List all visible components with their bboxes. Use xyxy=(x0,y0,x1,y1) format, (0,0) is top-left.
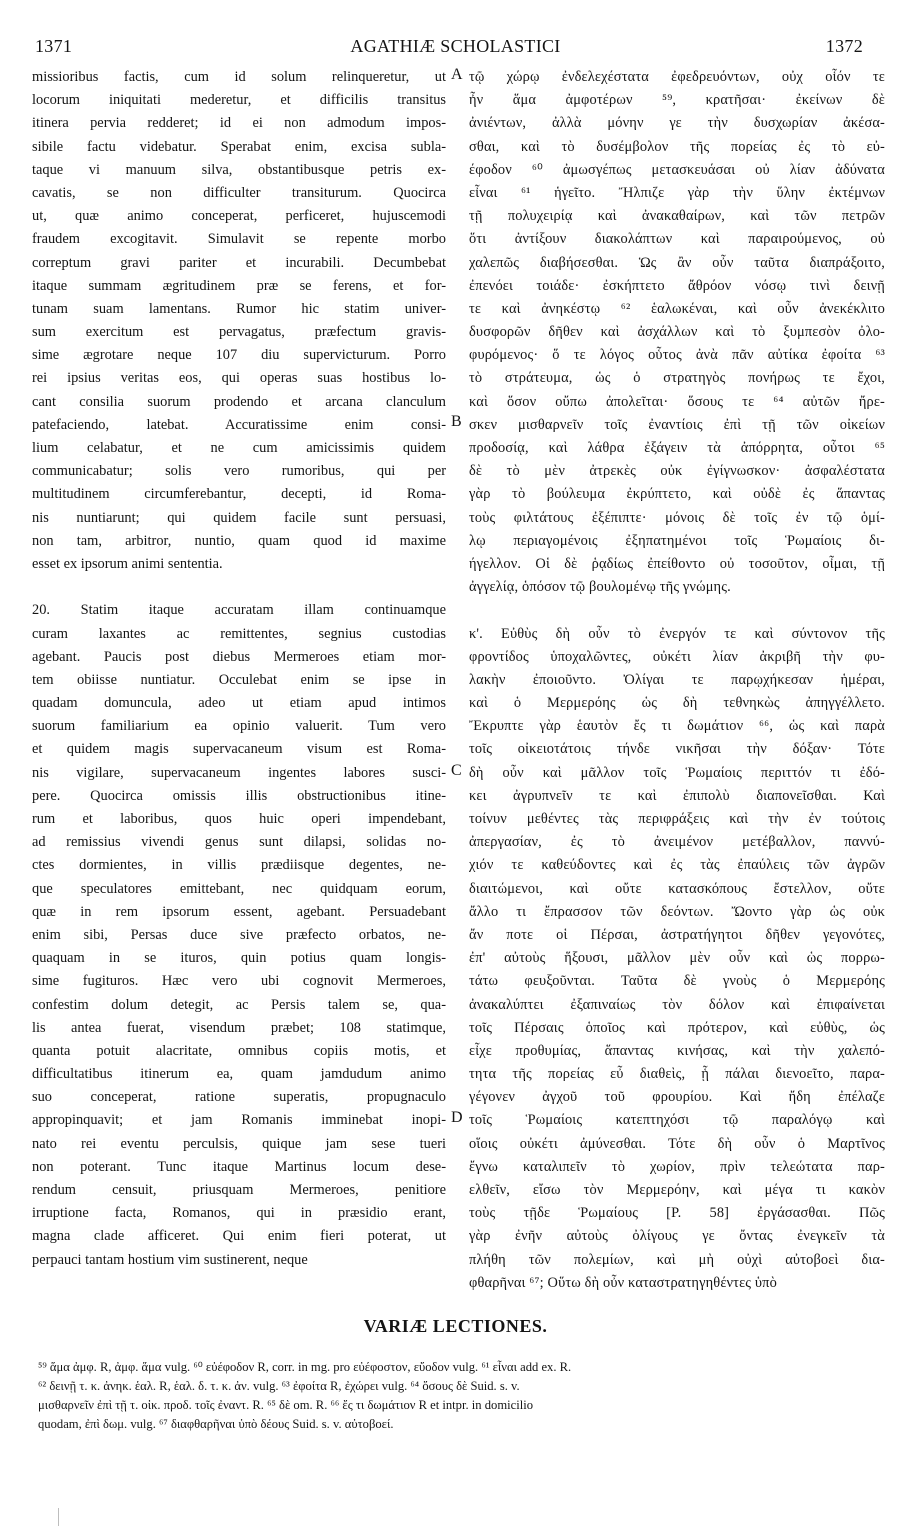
latin-text-line: nis nuntiarunt; qui quidem facile sunt persuasi, xyxy=(32,509,446,526)
running-title: AGATHIÆ SCHOLASTICI xyxy=(350,36,561,56)
latin-text-line: quadam domuncula, adeo ut etiam apud intimos xyxy=(32,695,446,712)
latin-text-line: quaquam in se ituros, quin potius quam longis- xyxy=(32,950,446,967)
latin-text-line: confestim dolum detegit, ac Persis talem se, qua- xyxy=(32,996,446,1013)
latin-text-line: rei ipsius veritas eos, qui operas suas hostibus lo- xyxy=(32,370,446,387)
latin-text-line: nato rei eventu perculsis, quique jam sese tueri xyxy=(32,1135,446,1152)
latin-text-line: perpauci tantam hostium vim sustinerent, neque xyxy=(32,1251,308,1268)
latin-text-line: appropinquavit; et jam Romanis imminebat inopi- xyxy=(32,1112,446,1129)
greek-text-line: κ'. Εὐθὺς δὴ οὖν τὸ ἐνεργόν τε καὶ σύντονον τῆς xyxy=(469,625,885,642)
greek-text-line: κει ἀγρυπνεῖν τε καὶ ἐπιπολὺ διαπονεῖσθαι. Καὶ xyxy=(469,787,885,804)
greek-text-line: τάτω φευξοῦνται. Ταῦτα δὲ γνοὺς ὁ Μερμερόης xyxy=(469,973,885,990)
greek-text-line: ἐπ' αὐτοὺς ἥξουσι, μᾶλλον μὲν οὖν καὶ ὡς πορρω- xyxy=(469,950,885,967)
latin-text-line: pere. Quocirca omissis illis obstructionibus itine- xyxy=(32,787,446,804)
latin-text-line: ctes dormientes, in villis prædiisque degentes, ne- xyxy=(32,857,446,874)
greek-text-line: γὰρ τὸ βούλευμα ἐκρύπτετο, καὶ οὐδὲ ἐς ἅπαντας xyxy=(469,486,885,503)
latin-text-line: suo conceperat, ratione superatis, propugnaculo xyxy=(32,1089,446,1106)
latin-text-line: lis antea fuerat, visendum præbet; 108 statimque, xyxy=(32,1019,446,1036)
latin-text-line: lium celabatur, et ne cum amicissimis quidem xyxy=(32,440,446,456)
greek-text-line: φθαρῆναι ⁶⁷; Οὕτω δὴ οὖν καταστρατηγηθέντες ὑπὸ xyxy=(469,1274,777,1291)
greek-text-line: τοὺς τῇδε Ῥωμαίους [P. 58] ἐργάσασθαι. Πῶς xyxy=(469,1205,885,1222)
latin-text-line: cant consilia suorum prodendo et arcana clanculum xyxy=(32,393,446,410)
variant-note-line: ⁶² δεινῇ τ. κ. ἀνηκ. ἑαλ. R, ἑαλ. δ. τ. κ. ἀν. vulg. ⁶³ ἐφοίτα R, ἐχώρει vulg. ⁶⁴ ὅσους δὲ Suid. s. v. xyxy=(38,1379,520,1393)
latin-text-line: missioribus factis, cum id solum relinqueretur, ut xyxy=(32,69,446,85)
paragraph-gap xyxy=(32,576,446,599)
greek-text-line: ἄν ποτε οἱ Πέρσαι, ἀστρατήγητοι δῆθεν γεγονότες, xyxy=(469,926,885,943)
greek-text-line: τὸ στράτευμα, ὡς ὁ στρατηγὸς πονήρως τε ἔχοι, xyxy=(469,370,885,387)
greek-text-line: τητα τῆς πορείας εὖ διαθεὶς, ᾗ πάλαι διενοεῖτο, παρα- xyxy=(469,1066,885,1083)
latin-text-line: communicabatur; solis vero rumoribus, qui per xyxy=(32,463,446,480)
greek-text-line: ἐπενόει τοιάδε· ἐσκήπτετο ἄθρόον νόσῳ τινὶ δεινῇ xyxy=(469,277,885,294)
latin-text-line: cavatis, se non difficulter transiturum. Quocirca xyxy=(32,184,446,201)
latin-text-line: enim sibi, Persas duce sive præfecto orbatos, ne- xyxy=(32,926,446,943)
scan-mark xyxy=(58,1508,59,1526)
greek-text-line: γὰρ ἐνῆν αὐτοὺς ὀλίγους γε ὄντας ἐνεγκεῖν τὰ xyxy=(469,1228,885,1245)
variant-readings-notes xyxy=(38,1358,878,1434)
greek-text-line: ἔγνω καταλιπεῖν τὸ χωρίον, πρὶν τελεώτατα παρ- xyxy=(469,1158,885,1175)
latin-text-line: patefaciendo, latebat. Accuratissime enim consi- xyxy=(32,416,446,433)
latin-text-line: 20. Statim itaque accuratam illam continuamque xyxy=(32,602,446,619)
latin-text-line: quanta potuit alacritate, omnibus copiis motis, et xyxy=(32,1042,446,1059)
paragraph-gap xyxy=(469,599,885,622)
latin-text-line: quæ in rem ipsorum essent, agebant. Persuadebant xyxy=(32,903,446,920)
latin-text-line: ad remissius vivendi genus sunt dilapsi, solidas no- xyxy=(32,834,446,851)
latin-text-line: et quidem magis supervacaneum visum est Roma- xyxy=(32,741,446,758)
greek-text-line: τε καὶ ἀνηκέστῳ ⁶² ἑαλωκέναι, καὶ οὖν ἀνεκέκλιτο xyxy=(469,300,885,317)
greek-text-line: εἶχε προθυμίας, ἅπαντας κινήσας, καὶ τὴν χαλεπό- xyxy=(469,1042,885,1059)
margin-letter-d: D xyxy=(451,1109,463,1126)
margin-letter-a: A xyxy=(451,66,463,83)
greek-text-line: ἀνιέντων, ἀλλὰ μόνην γε τὴν δυσχωρίαν ἀκέσα- xyxy=(469,115,885,132)
page-number-right: 1372 xyxy=(825,36,863,56)
greek-text-line: τοῖς Ῥωμαίοις κατεπτηχόσι τῷ παραλόγῳ καὶ xyxy=(469,1112,885,1129)
greek-text-line: οἵοις οὐκέτι ἀμύνεσθαι. Τότε δὴ οὖν ὁ Μαρτῖνος xyxy=(469,1135,885,1152)
latin-text-line: curam laxantes ac remittentes, segnius custodias xyxy=(32,625,446,642)
latin-text-line: taque vi manuum silva, obstantibusque petris ex- xyxy=(32,161,446,178)
variant-note-line: quodam, ἐπὶ δωμ. vulg. ⁶⁷ διαφθαρῆναι ὑπὸ δέους Suid. s. v. αὐτοβοεί. xyxy=(38,1417,394,1431)
greek-text-line: σκεν μισθαρνεῖν τοῖς ἐναντίοις ἐπὶ τῇ τῶν οἰκείων xyxy=(469,416,885,433)
latin-text-line: que speculatores emittebant, nec quidquam eorum, xyxy=(32,880,446,897)
greek-text-line: τοὺς φιλτάτους ἐξέπιπτε· μόνοις δὲ τοῖς ἐν τῷ ὁμί- xyxy=(469,509,885,526)
latin-text-line: multitudinem circumferebantur, decepti, id Roma- xyxy=(32,486,446,503)
greek-text-line: καὶ ὅσον οὔπω ἀπολεῖται· ὅσους τε ⁶⁴ αὐτῶν ἤρε- xyxy=(469,393,885,410)
greek-text-line: δὲ τὸ μὲν ἀτρεκὲς οὐκ ἐγίγνωσκον· ἀσφαλέστατα xyxy=(469,463,885,480)
margin-letter-b: B xyxy=(451,413,462,430)
greek-column xyxy=(469,66,885,1295)
latin-text-line: itinera pervia redderet; id ei non admodum impos- xyxy=(32,115,446,132)
greek-text-line: σθαι, καὶ τὸ δυσέμβολον τῆς πορείας ἐς τὸ εὐ- xyxy=(469,138,885,155)
running-header xyxy=(0,36,911,62)
latin-text-line: sibile factu videbatur. Sperabat enim, excisa subla- xyxy=(32,138,446,155)
greek-text-line: λῳ περιαγομένοις ἐξηπατημένοι τοῖς Ῥωμαίοις δι- xyxy=(469,532,885,549)
latin-text-line: locorum iniquitati mederetur, et difficilis transitus xyxy=(32,92,446,109)
latin-text-line: non poterant. Tunc itaque Martinus locum dese- xyxy=(32,1158,446,1175)
greek-text-line: τοῖς Πέρσαις ὁποῖος καὶ πρότερον, καὶ εὐθὺς, ὡς xyxy=(469,1019,885,1036)
latin-text-line: rendum censuit, priusquam Mermeroes, penitiore xyxy=(32,1182,446,1198)
greek-text-line: ἀνακαλύπτει ἐξαπιναίως τὸν δόλον καὶ ἐπιφαίνεται xyxy=(469,996,885,1013)
greek-text-line: ἀπεργασίαν, ἐς τὸ ἀνειμένον μετέβαλλον, παννύ- xyxy=(469,834,885,851)
greek-text-line: διαιτώμενοι, καὶ οὔτε κατασκόπους ἔστελλον, οὔτε xyxy=(469,880,885,897)
latin-text-line: sime ægrotare neque 107 diu supervicturum. Porro xyxy=(32,347,446,364)
greek-text-line: τῷ χώρῳ ἐνδελεχέστατα ἐφεδρευόντων, οὐχ οἷόν τε xyxy=(469,69,885,85)
variant-note-line: ⁵⁹ ἅμα ἀμφ. R, ἀμφ. ἅμα vulg. ⁶⁰ εὐέφοδον R, corr. in mg. pro εὐέφοστον, εὔοδον vulg. ⁶¹ εἶναι add ex. R. xyxy=(38,1360,572,1374)
variae-lectiones-heading: VARIÆ LECTIONES. xyxy=(363,1316,548,1336)
greek-text-line: ελθεῖν, εἴσω τὸν Μερμερόην, καὶ μέγα τι κακὸν xyxy=(469,1182,885,1198)
latin-text-line: sum exercitum est pervagatus, præfectum gravis- xyxy=(32,324,446,341)
latin-text-line: correptum gravi pariter et incurabili. Decumbebat xyxy=(32,254,446,271)
greek-text-line: δὴ οὖν καὶ μᾶλλον τοῖς Ῥωμαίοις περιττόν τι ἐδό- xyxy=(469,764,885,781)
latin-column xyxy=(32,66,446,1272)
latin-text-line: fraudem excogitavit. Simulavit se repente morbo xyxy=(32,231,446,248)
latin-text-line: itaque summam ægritudinem præ se ferens, et for- xyxy=(32,277,446,294)
greek-text-line: δυσφορῶν δῆθεν καὶ ἀσχάλλων καὶ τὸ ξυμπεσὸν ὀλο- xyxy=(469,324,885,341)
latin-text-line: tem obiisse nuntiatur. Occulebat enim se ipse in xyxy=(32,671,446,688)
greek-text-line: Ἔκρυπτε γὰρ ἑαυτὸν ἔς τι δωμάτιον ⁶⁶, ὡς καὶ παρὰ xyxy=(469,718,885,735)
greek-text-line: ήγελλον. Οἱ δὲ ῥᾳδίως ἐπείθοντο οὐ τοσοῦτον, οἶμαι, τῇ xyxy=(469,555,885,572)
greek-text-line: πλήθη τῶν πολεμίων, καὶ μὴ οὐχὶ αὐτοβοεὶ δια- xyxy=(469,1251,885,1268)
latin-text-line: agebant. Paucis post diebus Mermeroes etiam mor- xyxy=(32,648,446,665)
greek-text-line: χαλεπῶς διαβήσεσθαι. Ὡς ἂν οὖν ταῦτα διαπράξοιτο, xyxy=(469,254,885,271)
greek-text-line: λακὴν ἐποιοῦντο. Ὀλίγαι τε παρῳχήκεσαν ἡμέραι, xyxy=(469,671,885,688)
greek-text-line: καὶ ὁ Μερμερόης ὡς δὴ τεθνηκὼς ἀπηγγέλλετο. xyxy=(469,695,885,712)
latin-text-line: irruptione facta, Romanos, qui in præsidio erant, xyxy=(32,1205,446,1222)
margin-letter-c: C xyxy=(451,762,462,779)
greek-text-line: έφοδον ⁶⁰ ἀμωσγέπως μετασκευάσαι οὐ λίαν ἀδύνατα xyxy=(469,161,885,178)
greek-text-line: ἀγγελίᾳ, ὁπόσον τῷ βουλομένῳ τῆς γνώμης. xyxy=(469,579,731,596)
latin-text-line: rum et laboribus, quos huic operi impendebant, xyxy=(32,811,446,827)
latin-text-line: nis vigilare, supervacaneum ingentes labores susci- xyxy=(32,764,446,781)
latin-text-line: suorum familiarium ea opinio valuerit. Tum vero xyxy=(32,718,446,735)
latin-text-line: ut, quæ animo conceperat, perficeret, hujuscemodi xyxy=(32,208,446,225)
greek-text-line: χιόν τε καθεύδοντες καὶ ἐς τὰς ἐπαύλεις τῶν ἀγρῶν xyxy=(469,857,885,874)
page-number-left: 1371 xyxy=(35,36,73,56)
latin-text-line: esset ex ipsorum animi sententia. xyxy=(32,555,223,572)
greek-text-line: ἄλλο τι ἔπρασσον τῶν δεόντων. Ὤοντο γὰρ ὡς οὐκ xyxy=(469,903,885,920)
greek-text-line: φροντίδος ὑποχαλῶντες, οὐκέτι λίαν ἀκριβῆ τὴν φυ- xyxy=(469,648,885,665)
greek-text-line: προδοσίᾳ, καὶ λάθρα ἐξάγειν τὰ ἀπόρρητα, οὗτοι ⁶⁵ xyxy=(469,440,885,456)
latin-text-line: non tam, arbitror, nuntio, quam quod id maxime xyxy=(32,532,446,549)
greek-text-line: φυρόμενος· ὅ τε λόγος οὗτος ἀνὰ πᾶν αὐτίκα ἐφοίτα ⁶³ xyxy=(469,347,885,364)
latin-text-line: tunam suam lamentans. Rumor hic statim univer- xyxy=(32,300,446,317)
latin-text-line: magna clade afficeret. Qui enim fieri poterat, ut xyxy=(32,1228,446,1245)
greek-text-line: τοῖς οἰκειοτάτοις τήνδε νικῆσαι τὴν δόξαν· Τότε xyxy=(469,741,885,758)
greek-text-line: εἶναι ⁶¹ ἡγεῖτο. Ἤλπιζε γὰρ τὴν ὕλην ἐκτέμνων xyxy=(469,184,885,201)
greek-text-line: ὅτι ἀντίξουν διακολάπτων καὶ παραιρούμενος, οὐ xyxy=(469,231,885,248)
latin-text-line: sime fugituros. Hæc vero ubi cognovit Mermeroes, xyxy=(32,973,446,990)
greek-text-line: γέγονεν ἀγχοῦ τοῦ φρουρίου. Καὶ ἤδη ἐπέλαζε xyxy=(469,1089,885,1106)
greek-text-line: ἦν ἅμα ἀμφοτέρων ⁵⁹, κρατῆσαι· ἐκείνων δὲ xyxy=(469,92,885,109)
greek-text-line: τοίνυν μεθέντες τὰς περιφράξεις καὶ τὴν ἐν τούτοις xyxy=(469,811,885,827)
section-divider xyxy=(431,1310,481,1311)
variant-note-line: μισθαρνεῖν ἐπὶ τῇ τ. οἰκ. προδ. τοῖς ἐναντ. R. ⁶⁵ δὲ om. R. ⁶⁶ ἔς τι δωμάτιον R et intpr. in domicilio xyxy=(38,1398,533,1412)
latin-text-line: difficultatibus itinerum ea, quam jamdudum animo xyxy=(32,1066,446,1083)
greek-text-line: τῇ πολυχειρίᾳ καὶ ἀνακαθαίρων, καὶ τῶν πετρῶν xyxy=(469,208,885,225)
